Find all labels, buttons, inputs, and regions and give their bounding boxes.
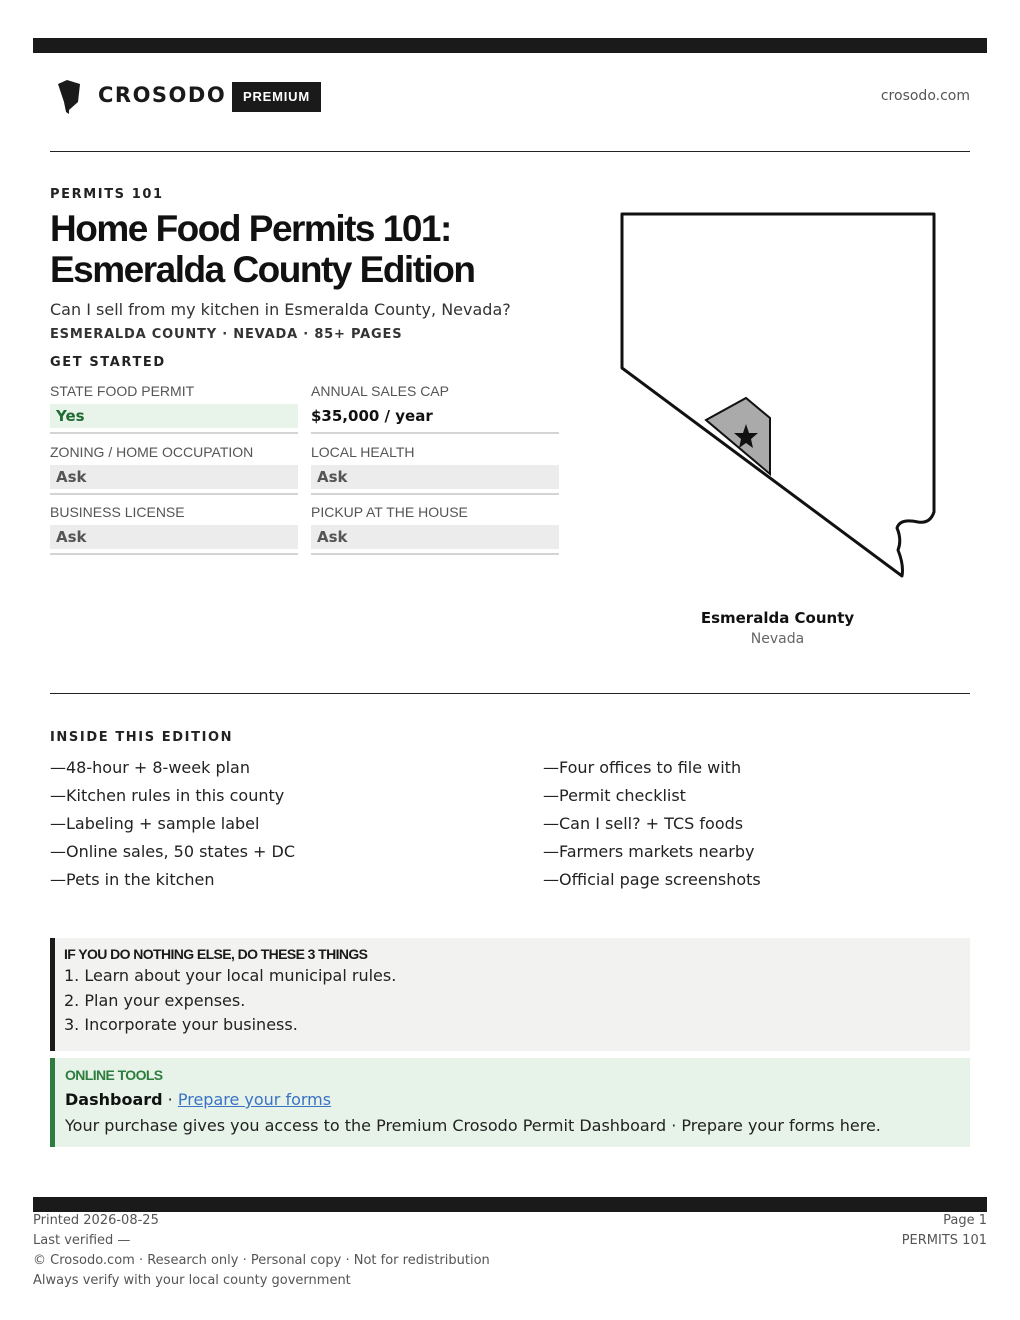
page-title bbox=[50, 208, 610, 290]
toc-left bbox=[50, 758, 295, 898]
field-underline bbox=[50, 493, 298, 495]
list-item: —Farmers markets nearby bbox=[543, 842, 755, 861]
kicker: PERMITS 101 bbox=[50, 187, 164, 202]
list-item: —Official page screenshots bbox=[543, 870, 761, 889]
last-verified: Last verified — bbox=[33, 1233, 131, 1248]
field-underline bbox=[50, 432, 298, 434]
list-item: —Pets in the kitchen bbox=[50, 870, 215, 889]
top-bar bbox=[33, 38, 987, 53]
status-badge: Yes bbox=[50, 404, 298, 428]
premium-badge: PREMIUM bbox=[232, 82, 321, 112]
section-divider bbox=[50, 693, 970, 694]
field-label: ANNUAL SALES CAP bbox=[311, 383, 449, 399]
field-label: PICKUP AT THE HOUSE bbox=[311, 504, 468, 520]
printed-date: Printed 2026-08-25 bbox=[33, 1213, 159, 1228]
title-line-1: Home Food Permits 101: bbox=[50, 208, 451, 249]
nevada-map bbox=[612, 205, 942, 585]
list-item: —Kitchen rules in this county bbox=[50, 786, 285, 805]
field-underline bbox=[311, 493, 559, 495]
map-state-label: Nevada bbox=[750, 631, 805, 647]
dashboard-label: Dashboard bbox=[65, 1090, 163, 1109]
callout-item: 1. Learn about your local municipal rules. bbox=[64, 966, 397, 985]
field-label: LOCAL HEALTH bbox=[311, 444, 415, 460]
callout-item: 2. Plan your expenses. bbox=[64, 990, 246, 1010]
map-county-label: Esmeralda County bbox=[700, 609, 855, 627]
field-label: STATE FOOD PERMIT bbox=[50, 383, 195, 399]
field-label: ZONING / HOME OCCUPATION bbox=[50, 444, 254, 460]
field-label: BUSINESS LICENSE bbox=[50, 504, 185, 520]
callout-heading: IF YOU DO NOTHING ELSE, DO THESE 3 THINGS bbox=[64, 946, 368, 962]
tools-description: Your purchase gives you access to the Premium Crosodo Permit Dashboard · Prepare your forms here. bbox=[65, 1116, 881, 1135]
subtitle: Can I sell from my kitchen in Esmeralda County, Nevada? bbox=[50, 300, 511, 319]
status-badge: Ask bbox=[50, 465, 298, 489]
field-zoning bbox=[50, 444, 298, 495]
field-pickup bbox=[311, 504, 559, 555]
edition-meta: ESMERALDA COUNTY · NEVADA · 85+ PAGES bbox=[50, 327, 403, 342]
prepare-forms-link[interactable]: Prepare your forms bbox=[177, 1090, 332, 1109]
copyright: © Crosodo.com · Research only · Personal copy · Not for redistribution bbox=[33, 1253, 490, 1268]
page-number: Page 1 bbox=[943, 1213, 987, 1228]
online-tools-callout bbox=[50, 1058, 970, 1147]
header bbox=[50, 78, 970, 118]
field-underline bbox=[311, 432, 559, 434]
brand-name: CROSODO bbox=[98, 83, 227, 107]
field-business-license bbox=[50, 504, 298, 555]
field-underline bbox=[50, 553, 298, 555]
field-local-health bbox=[311, 444, 559, 495]
list-item: —Labeling + sample label bbox=[50, 814, 260, 833]
disclaimer: Always verify with your local county government bbox=[33, 1273, 351, 1288]
list-item: —Permit checklist bbox=[543, 786, 686, 805]
three-things-callout bbox=[50, 938, 970, 1051]
list-item: —48-hour + 8-week plan bbox=[50, 758, 250, 777]
tools-links-row bbox=[65, 1087, 970, 1113]
status-badge: Ask bbox=[311, 465, 559, 489]
status-badge: Ask bbox=[311, 525, 559, 549]
nevada-logo-icon bbox=[58, 80, 80, 114]
list-item: —Can I sell? + TCS foods bbox=[543, 814, 744, 833]
title-line-2: Esmeralda County Edition bbox=[50, 249, 475, 290]
bottom-bar bbox=[33, 1197, 987, 1212]
site-url[interactable]: crosodo.com bbox=[880, 88, 970, 104]
field-underline bbox=[311, 553, 559, 555]
field-state-food-permit bbox=[50, 383, 298, 434]
inside-heading: INSIDE THIS EDITION bbox=[50, 730, 234, 745]
field-annual-sales-cap bbox=[311, 383, 559, 434]
footer-section: PERMITS 101 bbox=[901, 1233, 987, 1248]
list-item: —Four offices to file with bbox=[543, 758, 742, 777]
get-started-heading: GET STARTED bbox=[50, 355, 166, 370]
tools-heading: ONLINE TOOLS bbox=[65, 1067, 163, 1083]
header-divider bbox=[50, 151, 970, 152]
list-item: —Online sales, 50 states + DC bbox=[50, 842, 296, 861]
separator: · bbox=[162, 1090, 178, 1109]
status-badge: Ask bbox=[50, 525, 298, 549]
toc-right bbox=[543, 758, 761, 898]
callout-item: 3. Incorporate your business. bbox=[64, 1015, 298, 1034]
field-value: $35,000 / year bbox=[311, 407, 433, 425]
